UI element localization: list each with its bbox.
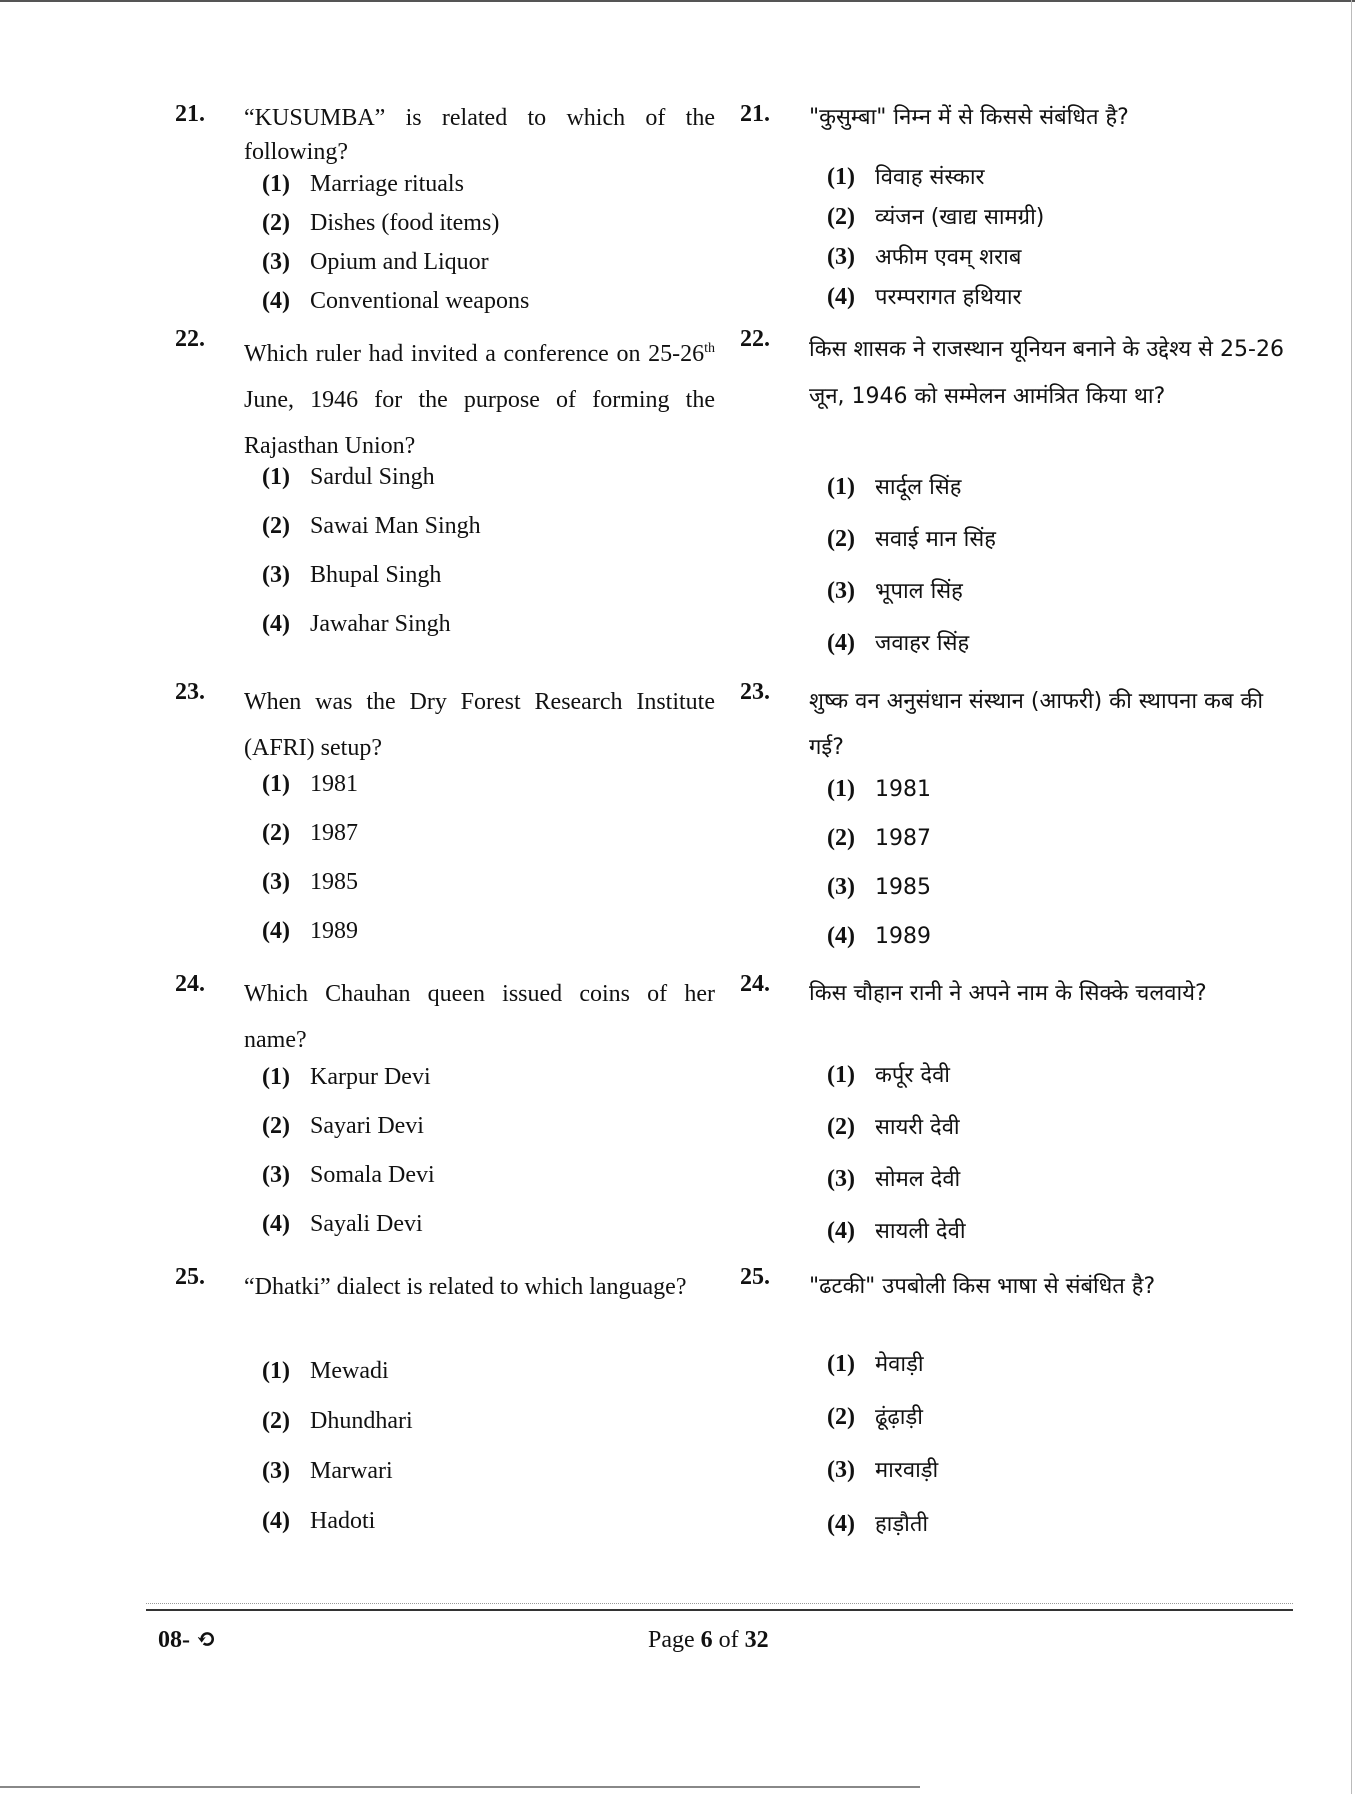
option[interactable]: (4) परम्परागत हथियार bbox=[827, 284, 1022, 310]
question-text: किस चौहान रानी ने अपने नाम के सिक्के चलवाये? bbox=[809, 981, 1207, 1006]
question-number: 21. bbox=[740, 101, 770, 127]
option[interactable]: (2) Sayari Devi bbox=[262, 1113, 424, 1139]
question-24-hi bbox=[740, 971, 1285, 1244]
question-25-en bbox=[175, 1264, 715, 1534]
question-text: Which ruler had invited a conference on 25-26th June, 1946 for the purpose of forming the Rajasthan Union? bbox=[244, 341, 715, 459]
option[interactable]: (2) Dhundhari bbox=[262, 1408, 413, 1434]
question-number: 24. bbox=[740, 971, 770, 997]
option[interactable]: (4) Sayali Devi bbox=[262, 1211, 423, 1237]
option[interactable]: (1) मेवाड़ी bbox=[827, 1351, 924, 1377]
option[interactable]: (3) Opium and Liquor bbox=[262, 249, 489, 275]
option[interactable]: (3) Marwari bbox=[262, 1458, 393, 1484]
option[interactable]: (3) मारवाड़ी bbox=[827, 1457, 939, 1483]
question-number: 22. bbox=[740, 326, 770, 352]
option[interactable]: (4) जवाहर सिंह bbox=[827, 630, 970, 656]
question-text: “KUSUMBA” is related to which of the following? bbox=[244, 105, 715, 165]
option[interactable]: (2) सवाई मान सिंह bbox=[827, 526, 996, 552]
question-23-hi bbox=[740, 679, 1285, 949]
question-text: "कुसुम्बा" निम्न में से किससे संबंधित है? bbox=[809, 105, 1129, 130]
option[interactable]: (1) Marriage rituals bbox=[262, 171, 464, 197]
option[interactable]: (1) विवाह संस्कार bbox=[827, 164, 985, 190]
option[interactable]: (3) Somala Devi bbox=[262, 1162, 435, 1188]
option[interactable]: (2) ढूंढ़ाड़ी bbox=[827, 1404, 923, 1430]
option[interactable]: (2) Sawai Man Singh bbox=[262, 513, 481, 539]
option[interactable]: (2) 1987 bbox=[262, 820, 358, 846]
option[interactable]: (3) अफीम एवम् शराब bbox=[827, 244, 1022, 270]
question-23-en bbox=[175, 679, 715, 944]
option[interactable]: (4) सायली देवी bbox=[827, 1218, 966, 1244]
option[interactable]: (4) Jawahar Singh bbox=[262, 611, 451, 637]
question-text: किस शासक ने राजस्थान यूनियन बनाने के उद्देश्य से 25-26 जून, 1946 को सम्मेलन आमंत्रित किया था? bbox=[809, 337, 1284, 409]
question-number: 25. bbox=[175, 1264, 205, 1290]
option[interactable]: (2) Dishes (food items) bbox=[262, 210, 500, 236]
question-number: 21. bbox=[175, 101, 205, 127]
option[interactable]: (2) सायरी देवी bbox=[827, 1114, 960, 1140]
top-border bbox=[0, 0, 1355, 2]
page-number: Page 6 of 32 bbox=[648, 1627, 769, 1653]
question-number: 25. bbox=[740, 1264, 770, 1290]
option[interactable]: (3) 1985 bbox=[827, 874, 931, 900]
option[interactable]: (4) हाड़ौती bbox=[827, 1511, 929, 1537]
question-text: “Dhatki” dialect is related to which language? bbox=[244, 1274, 687, 1300]
option[interactable]: (1) Karpur Devi bbox=[262, 1064, 431, 1090]
option[interactable]: (1) कर्पूर देवी bbox=[827, 1062, 950, 1088]
question-22-en bbox=[175, 326, 715, 637]
question-24-en bbox=[175, 971, 715, 1237]
question-number: 24. bbox=[175, 971, 205, 997]
option[interactable]: (1) 1981 bbox=[262, 771, 358, 797]
paper-code: 08- ⟲ bbox=[158, 1627, 217, 1653]
footer-divider bbox=[146, 1609, 1293, 1611]
question-text: When was the Dry Forest Research Institute (AFRI) setup? bbox=[244, 689, 715, 761]
option[interactable]: (2) 1987 bbox=[827, 825, 931, 851]
question-21-hi bbox=[740, 101, 1285, 310]
question-25-hi bbox=[740, 1264, 1285, 1537]
option[interactable]: (3) Bhupal Singh bbox=[262, 562, 442, 588]
right-border bbox=[1351, 0, 1352, 1794]
option[interactable]: (1) Sardul Singh bbox=[262, 464, 435, 490]
question-text: शुष्क वन अनुसंधान संस्थान (आफरी) की स्थापना कब की गई? bbox=[809, 689, 1264, 760]
footer-dotted-line bbox=[146, 1603, 1293, 1605]
question-21-en bbox=[175, 101, 715, 314]
question-text: "ढटकी" उपबोली किस भाषा से संबंधित है? bbox=[809, 1274, 1156, 1299]
question-text: Which Chauhan queen issued coins of her name? bbox=[244, 981, 715, 1053]
option[interactable]: (3) 1985 bbox=[262, 869, 358, 895]
bottom-border bbox=[0, 1786, 920, 1788]
option[interactable]: (3) भूपाल सिंह bbox=[827, 578, 963, 604]
option[interactable]: (3) सोमल देवी bbox=[827, 1166, 961, 1192]
question-number: 23. bbox=[740, 679, 770, 705]
option[interactable]: (2) व्यंजन (खाद्य सामग्री) bbox=[827, 204, 1045, 230]
question-number: 23. bbox=[175, 679, 205, 705]
option[interactable]: (1) 1981 bbox=[827, 776, 931, 802]
question-number: 22. bbox=[175, 326, 205, 352]
option[interactable]: (1) सार्दूल सिंह bbox=[827, 474, 962, 500]
option[interactable]: (1) Mewadi bbox=[262, 1358, 389, 1384]
option[interactable]: (4) Hadoti bbox=[262, 1508, 376, 1534]
option[interactable]: (4) 1989 bbox=[262, 918, 358, 944]
option[interactable]: (4) Conventional weapons bbox=[262, 288, 530, 314]
question-22-hi bbox=[740, 326, 1285, 656]
option[interactable]: (4) 1989 bbox=[827, 923, 931, 949]
